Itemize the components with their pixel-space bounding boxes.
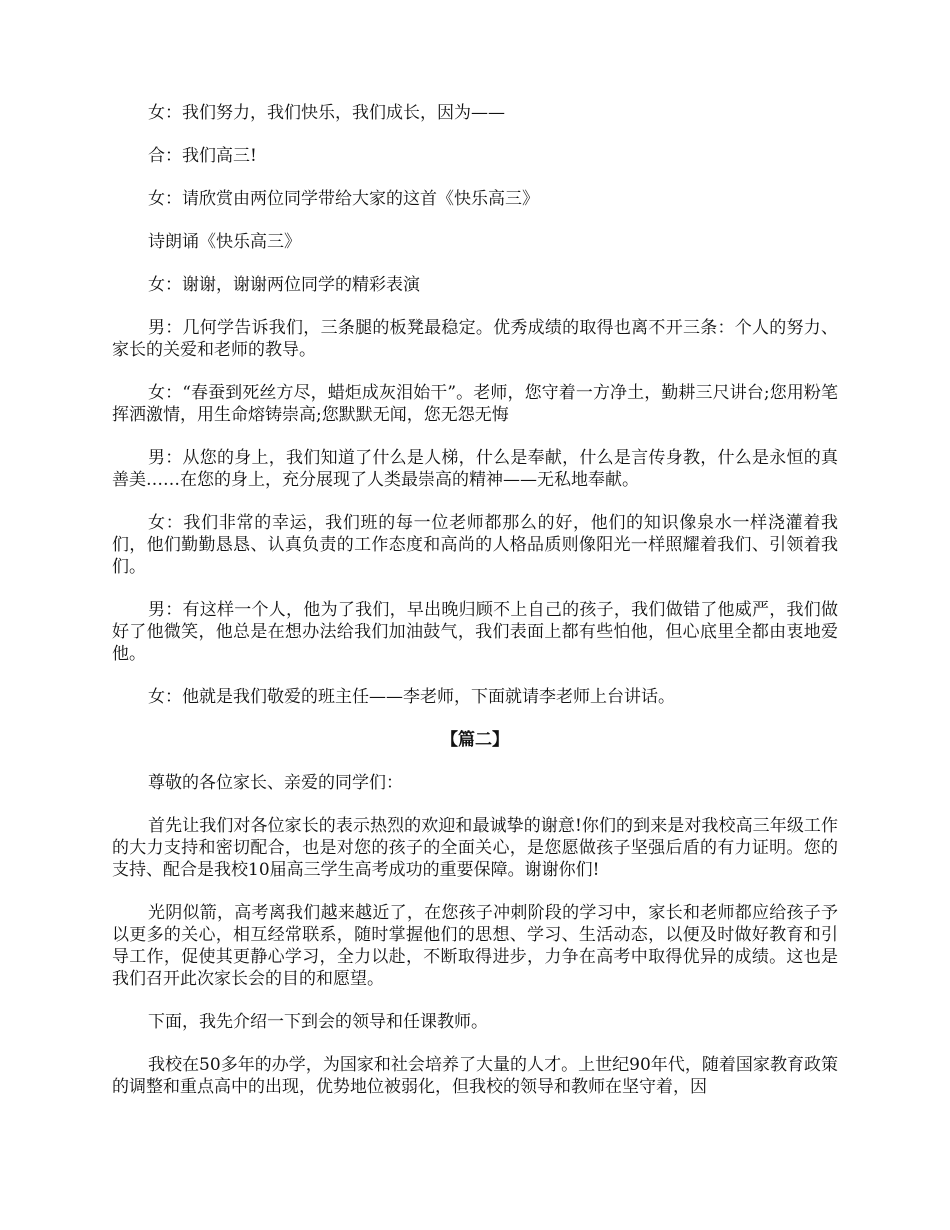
document-page <box>112 102 838 1119</box>
paragraph: 女：我们非常的幸运，我们班的每一位老师都那么的好，他们的知识像泉水一样浇灌着我们，他们勤勤恳恳、认真负责的工作态度和高尚的人格品质则像阳光一样照耀着我们、引领着我们。 <box>112 513 838 577</box>
paragraph: 女：请欣赏由两位同学带给大家的这首《快乐高三》 <box>148 189 539 209</box>
paragraph: 首先让我们对各位家长的表示热烈的欢迎和最诚挚的谢意!你们的到来是对我校高三年级工作的大力支持和密切配合，也是对您的孩子的全面关心，是您愿做孩子坚强后盾的有力证明。您的支持、配合是我校10届高三学生高考成功的重要保障。谢谢你们! <box>112 816 838 880</box>
paragraph: 男：从您的身上，我们知道了什么是人梯，什么是奉献，什么是言传身教，什么是永恒的真善美……在您的身上，充分展现了人类最崇高的精神——无私地奉献。 <box>112 448 838 490</box>
paragraph: 诗朗诵《快乐高三》 <box>148 232 301 252</box>
paragraph: 男：几何学告诉我们，三条腿的板凳最稳定。优秀成绩的取得也离不开三条：个人的努力、家长的关爱和老师的教导。 <box>112 318 838 360</box>
paragraph: 女：“春蚕到死丝方尽，蜡炬成灰泪始干”。老师，您守着一方净土，勤耕三尺讲台;您用粉笔挥洒激情，用生命熔铸崇高;您默默无闻，您无怨无悔 <box>112 383 838 425</box>
paragraph: 女：他就是我们敬爱的班主任——李老师，下面就请李老师上台讲话。 <box>148 687 675 707</box>
paragraph: 女：我们努力，我们快乐，我们成长，因为—— <box>148 103 505 123</box>
paragraph: 女：谢谢，谢谢两位同学的精彩表演 <box>148 275 420 295</box>
paragraph: 合：我们高三! <box>148 146 257 166</box>
paragraph: 光阴似箭，高考离我们越来越近了，在您孩子冲刺阶段的学习中，家长和老师都应给孩子予以更多的关心，相互经常联系，随时掌握他们的思想、学习、生活动态，以便及时做好教育和引导工作，促使其更静心学习，全力以赴，不断取得进步，力争在高考中取得优异的成绩。这也是我们召开此次家长会的目的和愿望。 <box>112 903 838 989</box>
paragraph: 下面，我先介绍一下到会的领导和任课教师。 <box>148 1012 488 1032</box>
paragraph: 男：有这样一个人，他为了我们，早出晚归顾不上自己的孩子，我们做错了他威严，我们做好了他微笑，他总是在想办法给我们加油鼓气，我们表面上都有些怕他，但心底里全都由衷地爱他。 <box>112 600 838 664</box>
paragraph: 尊敬的各位家长、亲爱的同学们： <box>148 773 403 793</box>
section-heading: 【篇二】 <box>441 730 509 750</box>
paragraph: 我校在50多年的办学，为国家和社会培养了大量的人才。上世纪90年代，随着国家教育政策的调整和重点高中的出现，优势地位被弱化，但我校的领导和教师在坚守着，因 <box>112 1055 838 1097</box>
